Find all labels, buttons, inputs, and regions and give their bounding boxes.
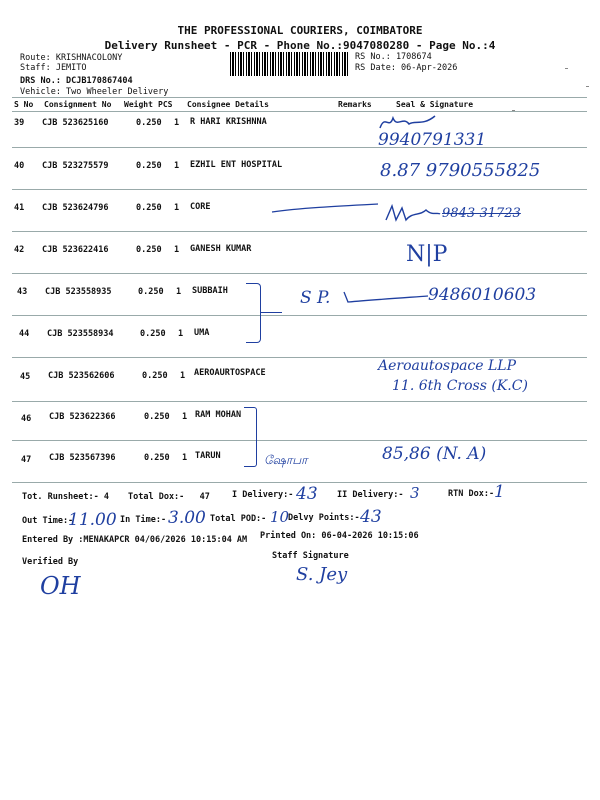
staff-signature: S. Jey — [296, 564, 348, 585]
handwritten-phone: 9940791331 — [378, 130, 487, 150]
total-pod-label: Total POD:- — [210, 514, 267, 524]
row-consignment: CJB 523275579 — [42, 161, 109, 171]
signature-row-41 — [382, 202, 442, 224]
col-consignee: Consignee Details — [187, 100, 269, 109]
row-pcs: 1 — [182, 453, 188, 463]
col-sno: S No — [14, 100, 34, 109]
handwritten-address: 11. 6th Cross (K.C) — [392, 378, 528, 394]
row-sno: 40 — [14, 161, 25, 171]
row-weight: 0.250 — [140, 329, 166, 339]
row-consignee: AEROAURTOSPACE — [194, 368, 266, 378]
row-weight: 0.250 — [142, 371, 168, 381]
rtn-dox-value: 1 — [494, 482, 505, 502]
handwritten-np: N|P — [406, 242, 448, 267]
row-sno: 42 — [14, 245, 25, 255]
col-seal: Seal & Signature — [396, 100, 474, 109]
row-weight: 0.250 — [144, 453, 170, 463]
barcode — [230, 52, 350, 76]
i-delivery-label: I Delivery:- — [232, 490, 294, 500]
total-pod-value: 10 — [270, 508, 290, 526]
out-time-label: Out Time:- — [22, 516, 74, 526]
drs-number: DRS No.: DCJB170867404 — [20, 76, 133, 86]
total-dox: Total Dox:- 47 — [128, 492, 210, 502]
row-weight: 0.250 — [144, 412, 170, 422]
ii-delivery-label: II Delivery:- — [337, 490, 404, 500]
row-consignee: GANESH KUMAR — [190, 244, 252, 254]
verified-by-label: Verified By — [22, 557, 79, 567]
row-sno: 45 — [20, 372, 31, 382]
printed-on: Printed On: 06-04-2026 10:15:06 — [260, 531, 419, 541]
row-weight: 0.250 — [138, 287, 164, 297]
handwritten-phone: 9843-31723 — [442, 206, 521, 221]
handwritten-company: Aeroautospace LLP — [378, 358, 517, 374]
row-consignment: CJB 523622366 — [49, 412, 116, 422]
row-consignment: CJB 523558935 — [45, 287, 112, 297]
row-pcs: 1 — [180, 371, 186, 381]
row-weight: 0.250 — [136, 245, 162, 255]
row-consignee: EZHIL ENT HOSPITAL — [190, 160, 283, 170]
row-consignee: TARUN — [195, 451, 221, 461]
row-consignment: CJB 523624796 — [42, 203, 109, 213]
row-pcs: 1 — [182, 412, 188, 422]
handwritten-name: ஷோபா — [264, 453, 308, 467]
entered-by: Entered By :MENAKAPCR 04/06/2026 10:15:04 AM — [22, 535, 248, 545]
verified-signature: OH — [40, 572, 81, 600]
route-label: Route: KRISHNACOLONY — [20, 53, 123, 63]
row-sno: 46 — [21, 414, 32, 424]
col-weight: Weight — [124, 100, 153, 109]
row-sno: 39 — [14, 118, 25, 128]
row-consignment: CJB 523558934 — [47, 329, 114, 339]
bracket-43-44 — [246, 283, 261, 343]
row-pcs: 1 — [174, 161, 180, 171]
tot-runsheet: Tot. Runsheet:- 4 — [22, 492, 109, 502]
out-time-value: 11.00 — [68, 510, 117, 530]
bracket-46-47 — [244, 407, 257, 467]
handwritten-line — [270, 200, 380, 216]
in-time-value: 3.00 — [168, 508, 206, 528]
col-pcs: PCS — [158, 100, 173, 109]
row-consignee: UMA — [194, 328, 210, 338]
handwritten-note: 85,86 (N. A) — [382, 444, 487, 464]
row-consignee: SUBBAIH — [192, 286, 228, 296]
row-pcs: 1 — [174, 245, 180, 255]
row-pcs: 1 — [174, 203, 180, 213]
row-consignment: CJB 523562606 — [48, 371, 115, 381]
row-sno: 44 — [19, 329, 30, 339]
col-consignment: Consignment No — [44, 100, 112, 109]
delvy-points-label: Delvy Points:- — [288, 513, 360, 523]
ii-delivery-value: 3 — [410, 484, 420, 502]
rtn-dox-label: RTN Dox:- — [448, 489, 495, 499]
staff-signature-label: Staff Signature — [272, 551, 349, 561]
company-title: THE PROFESSIONAL COURIERS, COIMBATORE — [177, 24, 423, 37]
row-pcs: 1 — [174, 118, 180, 128]
row-pcs: 1 — [178, 329, 184, 339]
delvy-points-value: 43 — [360, 507, 382, 527]
row-consignment: CJB 523567396 — [49, 453, 116, 463]
rs-date: RS Date: 06-Apr-2026 — [355, 63, 458, 73]
row-weight: 0.250 — [136, 203, 162, 213]
staff-label: Staff: JEMITO — [20, 63, 87, 73]
row-sno: 41 — [14, 203, 25, 213]
in-time-label: In Time:- — [120, 515, 167, 525]
col-remarks: Remarks — [338, 100, 372, 109]
rs-number: RS No.: 1708674 — [355, 52, 432, 62]
row-consignee: RAM MOHAN — [195, 410, 242, 420]
row-sno: 43 — [17, 287, 28, 297]
row-sno: 47 — [21, 455, 32, 465]
runsheet-subtitle: Delivery Runsheet - PCR - Phone No.:9047080280 - Page No.:4 — [104, 39, 496, 52]
vehicle-label: Vehicle: Two Wheeler Delivery — [20, 87, 169, 97]
row-consignment: CJB 523625160 — [42, 118, 109, 128]
row-consignee: R HARI KRISHNNA — [190, 117, 267, 127]
handwritten-line — [340, 286, 430, 306]
row-consignee: CORE — [190, 202, 211, 212]
row-weight: 0.250 — [136, 161, 162, 171]
handwritten-phone: 8.87 9790555825 — [380, 160, 541, 181]
handwritten-initials: S P. — [300, 288, 331, 308]
row-consignment: CJB 523622416 — [42, 245, 109, 255]
row-pcs: 1 — [176, 287, 182, 297]
row-weight: 0.250 — [136, 118, 162, 128]
i-delivery-value: 43 — [296, 484, 318, 504]
handwritten-phone: 9486010603 — [428, 285, 537, 305]
